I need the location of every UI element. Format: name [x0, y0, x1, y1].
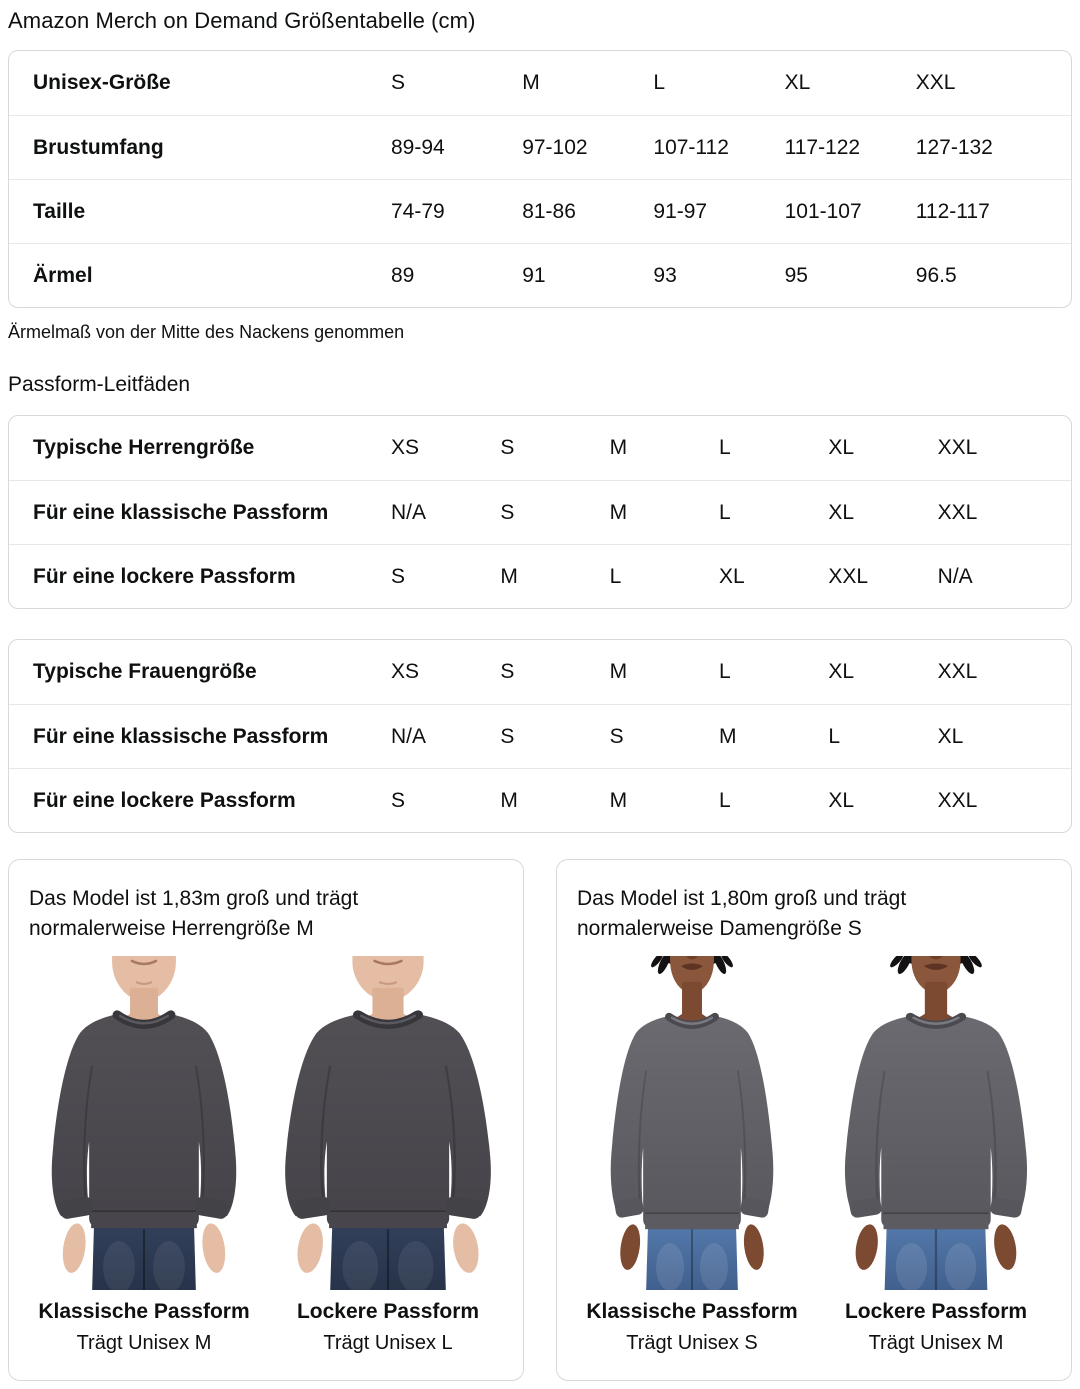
table-row-header	[9, 416, 1071, 480]
fit-label: Lockere Passform	[296, 1300, 480, 1324]
row-label: Typische Frauengröße	[33, 660, 257, 683]
womens-fit-table	[8, 639, 1072, 833]
value-cell: L	[828, 724, 841, 748]
photo-column	[29, 956, 259, 1355]
table-row-waist	[9, 179, 1071, 243]
value-cell: 74-79	[391, 199, 445, 223]
size-cell: XL	[828, 660, 855, 683]
size-cell: S	[500, 436, 515, 459]
size-cell: XXL	[937, 436, 978, 459]
womens-model-card	[556, 859, 1072, 1381]
value-cell: 89-94	[391, 135, 445, 159]
size-cell: XXL	[937, 660, 978, 683]
value-cell: M	[719, 724, 737, 748]
value-cell: M	[609, 788, 628, 812]
value-cell: XXL	[937, 788, 978, 812]
value-cell: 107-112	[653, 135, 729, 159]
size-cell: S	[391, 71, 406, 94]
table-row-loose-fit	[9, 768, 1071, 832]
table-row-loose-fit	[9, 544, 1071, 608]
row-label: Für eine lockere Passform	[33, 564, 296, 588]
size-cell: XXL	[915, 71, 956, 94]
row-label: Taille	[33, 199, 86, 223]
value-cell: M	[609, 500, 628, 524]
row-label: Ärmel	[33, 263, 93, 287]
value-cell: 93	[653, 263, 677, 287]
mens-classic-fit-photo	[29, 956, 259, 1290]
fit-label: Lockere Passform	[844, 1300, 1028, 1324]
photo-row	[29, 956, 503, 1355]
value-cell: 96.5	[915, 263, 957, 287]
mens-loose-fit-photo	[273, 956, 503, 1290]
table-row-header	[9, 640, 1071, 704]
mens-fit-table	[8, 415, 1072, 609]
model-description: Das Model ist 1,83m groß und trägt normalerweise Herrengröße M	[29, 887, 359, 941]
photo-column	[273, 956, 503, 1355]
womens-loose-fit-photo	[821, 956, 1051, 1290]
value-cell: 117-122	[784, 135, 861, 159]
value-cell: XL	[828, 788, 855, 812]
size-cell: S	[500, 660, 515, 683]
size-label: Trägt Unisex M	[76, 1332, 212, 1355]
fit-guides-heading: Passform-Leitfäden	[8, 373, 191, 396]
row-label: Typische Herrengröße	[33, 436, 255, 459]
row-label: Brustumfang	[33, 135, 164, 159]
photo-row	[577, 956, 1051, 1355]
row-label: Für eine lockere Passform	[33, 788, 296, 812]
value-cell: XXL	[937, 500, 978, 524]
value-cell: XL	[937, 724, 964, 748]
table-row-classic-fit	[9, 704, 1071, 768]
value-cell: 91-97	[653, 199, 708, 223]
value-cell: L	[609, 564, 622, 588]
value-cell: N/A	[391, 724, 427, 748]
unisex-size-table	[8, 50, 1072, 308]
model-description: Das Model ist 1,80m groß und trägt normalerweise Damengröße S	[577, 887, 907, 941]
row-label: Für eine klassische Passform	[33, 724, 329, 748]
fit-label: Klassische Passform	[38, 1300, 250, 1324]
size-cell: L	[719, 660, 731, 683]
value-cell: S	[500, 724, 515, 748]
photo-column	[821, 956, 1051, 1355]
size-cell: XS	[391, 660, 420, 683]
womens-classic-fit-photo	[577, 956, 807, 1290]
mens-model-card	[8, 859, 524, 1381]
value-cell: S	[500, 500, 515, 524]
value-cell: M	[500, 564, 518, 588]
table-row-chest	[9, 115, 1071, 179]
value-cell: 101-107	[784, 199, 862, 223]
value-cell: S	[609, 724, 624, 748]
value-cell: M	[500, 788, 518, 812]
value-cell: N/A	[937, 564, 973, 588]
value-cell: 95	[784, 263, 808, 287]
photo-column	[577, 956, 807, 1355]
row-label: Für eine klassische Passform	[33, 500, 329, 524]
table-row-classic-fit	[9, 480, 1071, 544]
size-cell: M	[609, 436, 628, 459]
size-cell: M	[609, 660, 628, 683]
value-cell: N/A	[391, 500, 427, 524]
value-cell: 81-86	[522, 199, 576, 223]
fit-label: Klassische Passform	[586, 1300, 798, 1324]
size-label: Trägt Unisex M	[868, 1332, 1004, 1355]
table-row-sleeve	[9, 243, 1071, 307]
size-cell: L	[719, 436, 731, 459]
value-cell: S	[391, 564, 406, 588]
value-cell: XL	[719, 564, 745, 588]
value-cell: XL	[828, 500, 855, 524]
page-title: Amazon Merch on Demand Größentabelle (cm)	[8, 8, 476, 33]
value-cell: 91	[522, 263, 546, 287]
value-cell: 97-102	[522, 135, 588, 159]
size-cell: XS	[391, 436, 420, 459]
value-cell: L	[719, 500, 731, 524]
value-cell: 89	[391, 263, 415, 287]
value-cell: 127-132	[915, 135, 993, 159]
value-cell: 112-117	[915, 199, 990, 223]
model-cards	[8, 859, 1072, 1381]
value-cell: S	[391, 788, 406, 812]
size-label: Trägt Unisex S	[626, 1332, 758, 1355]
row-label: Unisex-Größe	[33, 71, 171, 94]
sleeve-measure-note: Ärmelmaß von der Mitte des Nackens genommen	[8, 322, 405, 342]
table-row-header	[9, 51, 1071, 115]
size-cell: XL	[784, 71, 811, 94]
value-cell: XXL	[828, 564, 869, 588]
value-cell: L	[719, 788, 731, 812]
size-cell: M	[522, 71, 540, 94]
size-label: Trägt Unisex L	[323, 1332, 453, 1355]
size-cell: XL	[828, 436, 855, 459]
size-cell: L	[653, 71, 666, 94]
